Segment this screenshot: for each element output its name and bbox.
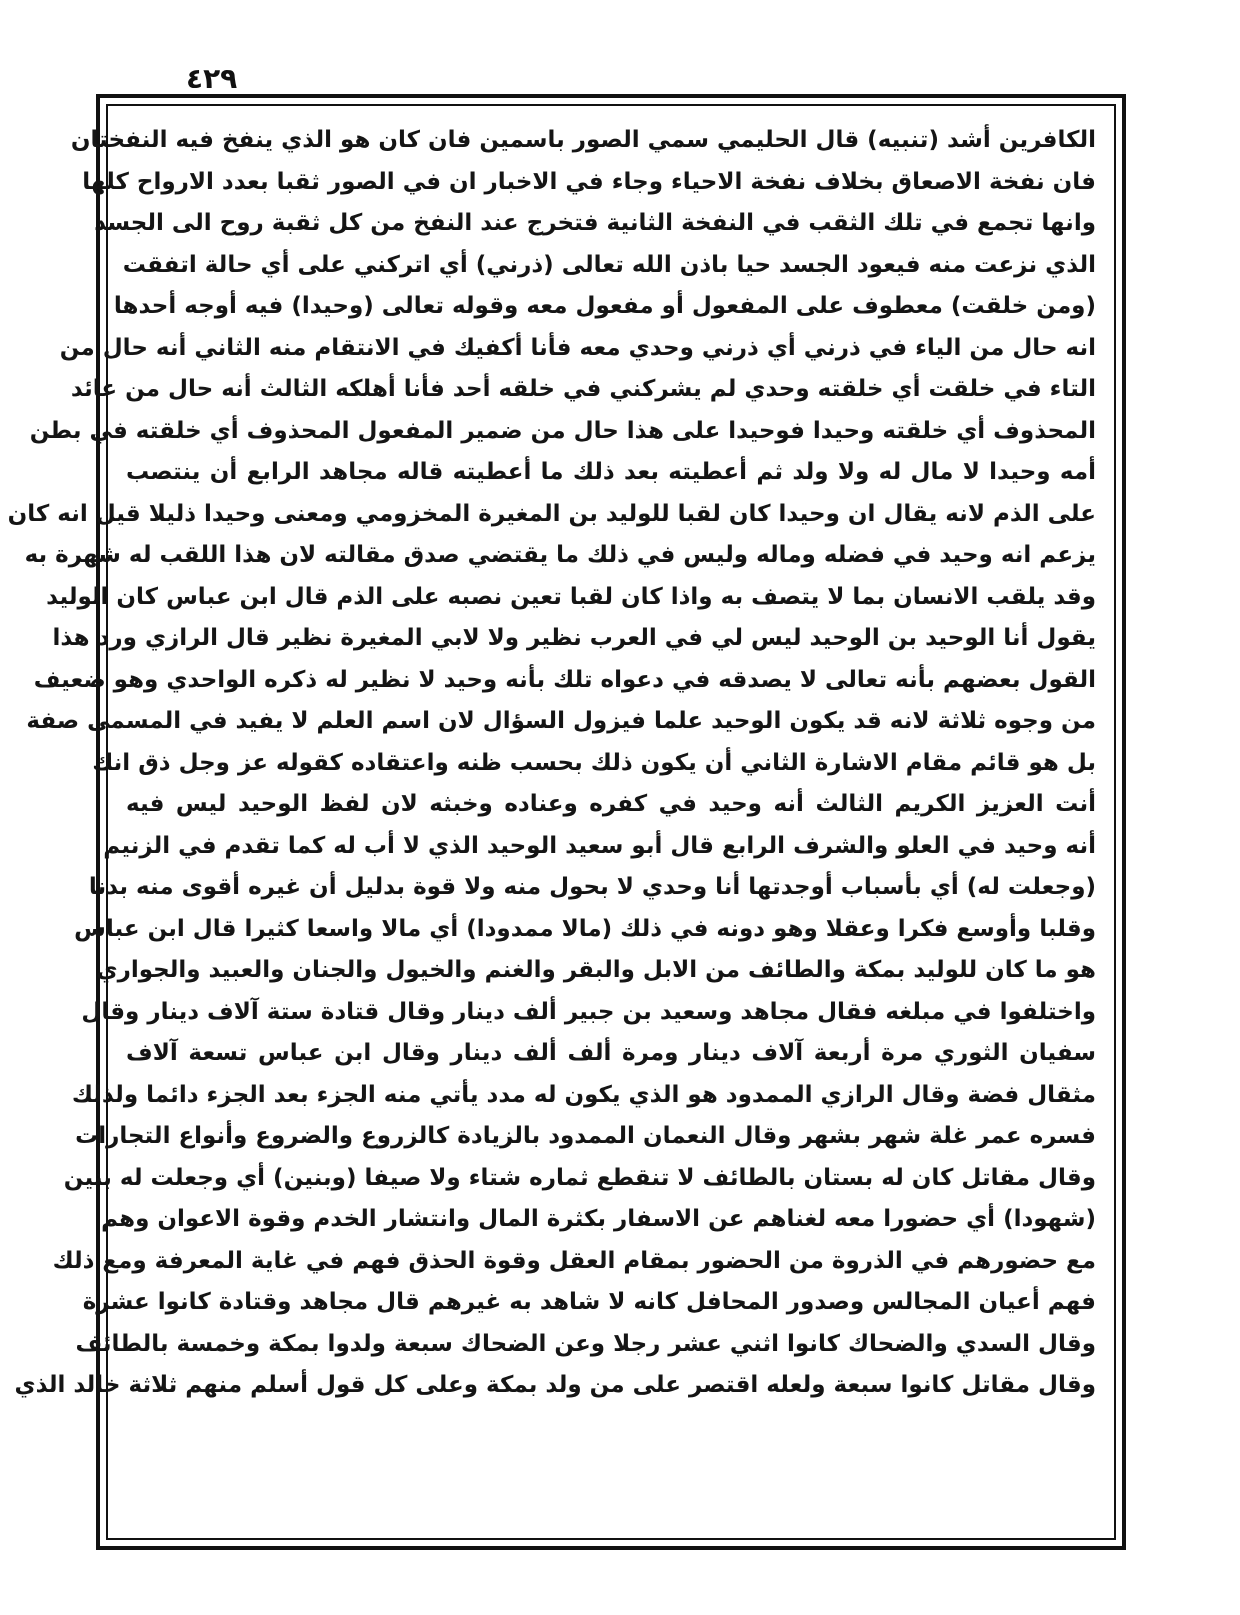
text-line: وقال مقاتل كان له بستان بالطائف لا تنقطع ثماره شتاء ولا صيفا (وبنين) أي وجعلت له بنين: [63, 1164, 1096, 1191]
text-line: وقال السدي والضحاك كانوا اثني عشر رجلا وعن الضحاك سبعة ولدوا بمكة وخمسة بالطائف: [75, 1330, 1096, 1357]
text-line: فهم أعيان المجالس وصدور المحافل كانه لا شاهد به غيرهم قال مجاهد وقتادة كانوا عشرة: [82, 1289, 1096, 1315]
text-line: وقلبا وأوسع فكرا وعقلا وهو دونه في ذلك (مالا ممدودا) أي مالا واسعا كثيرا قال ابن عباس: [74, 915, 1096, 942]
text-line: (وجعلت له) أي بأسباب أوجدتها أنا وحدي لا بحول منه ولا قوة بدليل أن غيره أقوى منه بدنا: [88, 874, 1096, 900]
page-border-inner: [7, 104, 1116, 1540]
text-line: واختلفوا في مبلغه فقال مجاهد وسعيد بن جبير ألف دينار وقال قتادة ستة آلاف دينار وقال: [81, 998, 1096, 1025]
text-line: مع حضورهم في الذروة من الحضور بمقام العقل وقوة الحذق فهم في غاية المعرفة ومع ذلك: [52, 1247, 1096, 1274]
text-line: فان نفخة الاصعاق بخلاف نفخة الاحياء وجاء في الاخبار ان في الصور ثقبا بعدد الارواح كلها: [82, 168, 1096, 195]
text-line: انه حال من الياء في ذرني أي ذرني وحدي معه فأنا أكفيك في الانتقام منه الثاني أنه حال من: [59, 334, 1096, 361]
text-line: من وجوه ثلاثة لانه قد يكون الوحيد علما فيزول السؤال لان اسم العلم لا يفيد في المسمى صفة: [26, 708, 1096, 734]
text-body: [7, 120, 1096, 1407]
text-line: أمه وحيدا لا مال له ولا ولد ثم أعطيته بعد ذلك ما أعطيته قاله مجاهد الرابع أن ينتصب: [126, 459, 1096, 485]
text-line: يزعم انه وحيد في فضله وماله وليس في ذلك ما يقتضي صدق مقالته لان هذا اللقب له شهرة به: [24, 542, 1096, 568]
text-line: التاء في خلقت أي خلقته وحدي لم يشركني في خلقه أحد فأنا أهلكه الثالث أنه حال من عائد: [70, 376, 1096, 402]
text-line: على الذم لانه يقال ان وحيدا كان لقبا للوليد بن المغيرة المخزومي ومعنى وحيدا ذليلا قيل انه كان: [7, 500, 1096, 527]
text-line: يقول أنا الوحيد بن الوحيد ليس لي في العرب نظير ولا لابي المغيرة نظير قال الرازي ورد هذا: [52, 625, 1096, 651]
text-line: الكافرين أشد (تنبيه) قال الحليمي سمي الصور باسمين فان كان هو الذي ينفخ فيه النفختان: [70, 127, 1096, 153]
page-number: ٤٢٩: [186, 62, 238, 95]
text-line: (شهودا) أي حضورا معه لغناهم عن الاسفار بكثرة المال وانتشار الخدم وقوة الاعوان وهم: [101, 1206, 1096, 1232]
text-line: (ومن خلقت) معطوف على المفعول أو مفعول معه وقوله تعالى (وحيدا) فيه أوجه أحدها: [113, 293, 1096, 319]
text-line: وقال مقاتل كانوا سبعة ولعله اقتصر على من ولد بمكة وعلى كل قول أسلم منهم ثلاثة خالد الذي: [14, 1372, 1096, 1398]
text-line: الذي نزعت منه فيعود الجسد حيا باذن الله تعالى (ذرني) أي اتركني على أي حالة اتفقت: [122, 251, 1096, 278]
text-line: هو ما كان للوليد بمكة والطائف من الابل والبقر والغنم والخيول والجنان والعبيد والجواري: [96, 957, 1096, 983]
text-line: وانها تجمع في تلك الثقب في النفخة الثانية فتخرج عند النفخ من كل ثقبة روح الى الجسد: [94, 210, 1096, 236]
text-line: المحذوف أي خلقته وحيدا فوحيدا على هذا حال من ضمير المفعول المحذوف أي خلقته في بطن: [29, 417, 1096, 444]
text-line: بل هو قائم مقام الاشارة الثاني أن يكون ذلك بحسب ظنه واعتقاده كقوله عز وجل ذق انك: [92, 749, 1096, 776]
text-line: أنت العزيز الكريم الثالث أنه وحيد في كفره وعناده وخبثه لان لفظ الوحيد ليس فيه: [126, 791, 1096, 817]
text-line: فسره عمر غلة شهر بشهر وقال النعمان الممدود بالزيادة كالزروع والضروع وأنواع التجارات: [75, 1123, 1096, 1149]
text-line: القول بعضهم بأنه تعالى لا يصدقه في دعواه تلك بأنه وحيد لا نظير له ذكره الواحدي وهو ضعيف: [33, 666, 1096, 693]
text-line: وقد يلقب الانسان بما لا يتصف به واذا كان لقبا تعين نصبه على الذم قال ابن عباس كان الوليد: [46, 583, 1096, 610]
text-line: أنه وحيد في العلو والشرف الرابع قال أبو سعيد الوحيد الذي لا أب له كما تقدم في الزنيم: [103, 832, 1096, 859]
text-line: سفيان الثوري مرة أربعة آلاف دينار ومرة ألف ألف دينار وقال ابن عباس تسعة آلاف: [126, 1040, 1096, 1066]
text-line: مثقال فضة وقال الرازي الممدود هو الذي يكون له مدد يأتي منه الجزء بعد الجزء دائما ولذلك: [71, 1081, 1096, 1108]
